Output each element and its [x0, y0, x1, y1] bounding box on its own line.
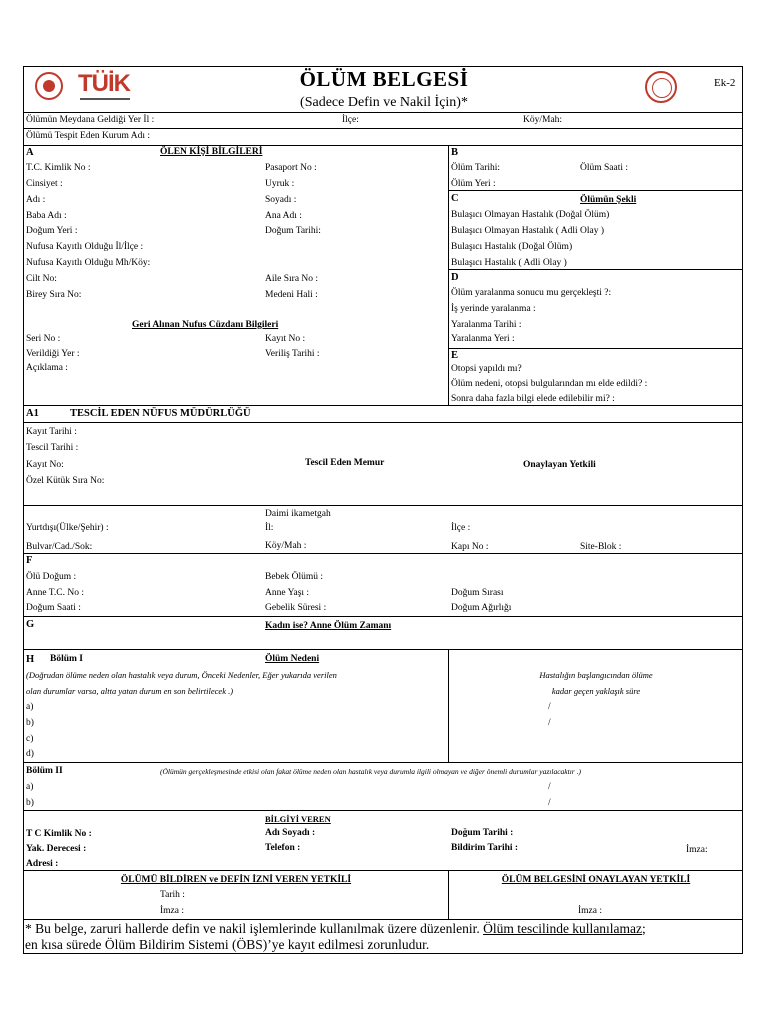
- rule: [23, 649, 743, 650]
- cause-b-label: b): [26, 718, 34, 728]
- birthplace-label: Doğum Yeri :: [26, 226, 78, 236]
- death-manner-heading: Ölümün Şekli: [580, 195, 637, 205]
- door-label: Kapı No :: [451, 542, 489, 552]
- footer-line-2: en kısa sürede Ölüm Bildirim Sistemi (ÖBS)’ye kayıt edilmesi zorunludur.: [25, 937, 430, 952]
- tuik-logo-text: TÜİK: [78, 70, 130, 97]
- manner-option-4: Bulaşıcı Hastalık ( Adli Olay ): [451, 258, 567, 268]
- name-label: Adı :: [26, 195, 46, 205]
- death-time-label: Ölüm Saati :: [580, 163, 629, 173]
- registered-village-label: Nufusa Kayıtlı Olduğu Mh/Köy:: [26, 258, 151, 268]
- tc-label: T.C. Kimlik No :: [26, 163, 91, 173]
- rule: [448, 269, 743, 270]
- residence-province-label: İl:: [265, 523, 274, 533]
- informant-notify-date-label: Bildirim Tarihi :: [451, 843, 519, 853]
- approver-signature-label: İmza :: [578, 906, 603, 916]
- part2-a-slash: /: [548, 782, 551, 792]
- rule: [23, 128, 743, 129]
- page-subtitle: (Sadece Defin ve Nakil İçin)*: [300, 95, 468, 110]
- passport-label: Pasaport No :: [265, 163, 317, 173]
- surname-label: Soyadı :: [265, 195, 297, 205]
- part2-b-label: b): [26, 798, 34, 808]
- section-c-letter: C: [451, 193, 459, 204]
- maternal-death-heading: Kadın ise? Anne Ölüm Zamanı: [265, 621, 392, 631]
- cause-c-label: c): [26, 734, 34, 744]
- interval-a-slash: /: [548, 702, 551, 712]
- approver-official-heading: ÖLÜM BELGESİNİ ONAYLAYAN YETKİLİ: [501, 875, 691, 885]
- injury-date-label: Yaralanma Tarihi :: [451, 320, 522, 330]
- rule: [448, 190, 743, 191]
- section-d-letter: D: [451, 272, 459, 283]
- form-code: Ek-2: [714, 77, 736, 89]
- nationality-label: Uyruk :: [265, 179, 295, 189]
- rule: [23, 810, 743, 811]
- column-divider: [448, 145, 449, 405]
- footer-text-1b: Ölüm tescilinde kullanılamaz: [483, 921, 643, 936]
- cause-instruction-2: olan durumlar varsa, altta yatan durum en son belirtilecek .): [26, 686, 234, 696]
- rule: [23, 405, 743, 406]
- death-date-label: Ölüm Tarihi:: [451, 163, 501, 173]
- cause-heading: Ölüm Nedeni: [265, 654, 320, 664]
- interval-b-slash: /: [548, 718, 551, 728]
- part-2-label: Bölüm II: [26, 766, 63, 776]
- special-seq-label: Özel Kütük Sıra No:: [26, 476, 105, 486]
- rule: [23, 112, 743, 113]
- death-place-label: Ölüm Yeri :: [451, 179, 496, 189]
- reg-date-label: Kayıt Tarihi :: [26, 427, 77, 437]
- registered-province-label: Nufusa Kayıtlı Olduğu İl/İlçe :: [26, 242, 144, 252]
- record-label: Kayıt No :: [265, 334, 306, 344]
- part2-b-slash: /: [548, 798, 551, 808]
- site-label: Site-Blok :: [580, 542, 622, 552]
- informant-tc-label: T C Kimlik No :: [26, 829, 92, 839]
- section-g-letter: G: [26, 619, 35, 630]
- birthdate-label: Doğum Tarihi:: [265, 226, 321, 236]
- rule: [448, 348, 743, 349]
- mother-age-label: Anne Yaşı :: [265, 588, 310, 598]
- cause-instruction-1: (Doğrudan ölüme neden olan hastalık veya durum, Önceki Nedenler, Eğer yukarıda verilen: [26, 670, 337, 680]
- part-1-label: Bölüm I: [50, 654, 83, 664]
- reg-no-label: Kayıt No:: [26, 460, 64, 470]
- section-f-letter: F: [26, 555, 33, 566]
- informant-address-label: Adresi :: [26, 859, 59, 869]
- marital-label: Medeni Hali :: [265, 290, 318, 300]
- infant-death-label: Bebek Ölümü :: [265, 572, 324, 582]
- note-label: Açıklama :: [26, 363, 68, 373]
- informant-name-label: Adı Soyadı :: [265, 828, 316, 838]
- birth-order-label: Doğum Sırası: [451, 588, 504, 598]
- footer-text-1a: * Bu belge, zaruri hallerde defin ve nakil işlemlerinde kullanılmak üzere düzenlenir.: [25, 921, 484, 936]
- stillbirth-label: Ölü Doğum :: [26, 572, 77, 582]
- page-title: ÖLÜM BELGESİ: [299, 67, 469, 91]
- informant-relation-label: Yak. Derecesi :: [26, 844, 87, 854]
- section-a-heading: ÖLEN KİŞİ BİLGİLERİ: [160, 147, 263, 157]
- notifier-official-heading: ÖLÜMÜ BİLDİREN ve DEFİN İZNİ VEREN YETKİLİ: [120, 875, 352, 885]
- cause-d-label: d): [26, 749, 34, 759]
- cause-a-label: a): [26, 702, 34, 712]
- injury-place-label: Yaralanma Yeri :: [451, 334, 515, 344]
- rule: [23, 616, 743, 617]
- birth-time-label: Doğum Saati :: [26, 603, 81, 613]
- manner-option-2: Bulaşıcı Olmayan Hastalık ( Adli Olay ): [451, 226, 605, 236]
- rule: [23, 870, 743, 871]
- manner-option-1: Bulaşıcı Olmayan Hastalık (Doğal Ölüm): [451, 210, 610, 220]
- id-card-heading: Geri Alınan Nufus Cüzdanı Bilgileri: [132, 320, 279, 330]
- serial-label: Seri No :: [26, 334, 61, 344]
- rule: [23, 422, 743, 423]
- street-label: Bulvar/Cad./Sok:: [26, 542, 93, 552]
- abroad-label: Yurtdışı(Ülke/Şehir) :: [26, 523, 109, 533]
- section-a1-letter: A1: [26, 408, 39, 419]
- rule: [23, 505, 743, 506]
- health-ministry-seal: [645, 71, 677, 103]
- notifier-signature-label: İmza :: [160, 906, 185, 916]
- autopsy-cause-question: Ölüm nedeni, otopsi bulgularından mı elde edildi? :: [451, 379, 648, 389]
- footer-line-1: [25, 921, 646, 937]
- issued-place-label: Verildiği Yer :: [26, 349, 80, 359]
- workplace-injury-label: İş yerinde yaralanma :: [451, 304, 536, 314]
- residence-village-label: Köy/Mah :: [265, 541, 307, 551]
- person-seq-label: Birey Sıra No:: [26, 290, 82, 300]
- rule: [23, 762, 743, 763]
- onset-interval-2: kadar geçen yaklaşık süre: [551, 686, 641, 696]
- mother-tc-label: Anne T.C. No :: [26, 588, 84, 598]
- manner-option-3: Bulaşıcı Hastalık (Doğal Ölüm): [451, 242, 573, 252]
- part2-a-label: a): [26, 782, 34, 792]
- residence-heading: Daimi ikametgah: [265, 509, 331, 519]
- onset-interval-1: Hastalığın başlangıcından ölüme: [539, 670, 653, 680]
- informant-signature-label: İmza:: [686, 845, 708, 855]
- residence-district-label: İlçe :: [451, 523, 471, 533]
- gender-label: Cinsiyet :: [26, 179, 63, 189]
- death-district-label: İlçe:: [342, 115, 359, 125]
- part-2-note: (Ölümün gerçekleşmesinde etkisi olan fakat ölüme neden olan hastalık veya durumla ilgili olmayan ve diğer önemli durumlar yazılacaktır .): [160, 767, 581, 776]
- autopsy-question: Otopsi yapıldı mı?: [451, 364, 522, 374]
- volume-label: Cilt No:: [26, 274, 57, 284]
- rule: [23, 553, 743, 554]
- section-h-letter: H: [26, 654, 35, 665]
- issued-date-label: Veriliş Tarihi :: [265, 349, 320, 359]
- informant-phone-label: Telefon :: [265, 843, 301, 853]
- section-e-letter: E: [451, 350, 459, 361]
- tescil-date-label: Tescil Tarihi :: [26, 443, 79, 453]
- section-a1-heading: TESCİL EDEN NÜFUS MÜDÜRLÜĞÜ: [70, 408, 251, 419]
- family-seq-label: Aile Sıra No :: [265, 274, 319, 284]
- notifier-date-label: Tarih :: [160, 890, 185, 900]
- approver-label: Onaylayan Yetkili: [523, 460, 596, 470]
- rule: [23, 145, 743, 146]
- informant-birthdate-label: Doğum Tarihi :: [451, 828, 514, 838]
- section-b-letter: B: [451, 147, 459, 158]
- death-province-label: Ölümün Meydana Geldiği Yer İl :: [26, 115, 155, 125]
- birth-weight-label: Doğum Ağırlığı: [451, 603, 512, 613]
- mother-label: Ana Adı :: [265, 211, 302, 221]
- more-info-question: Sonra daha fazla bilgi elede edilebilir mi? :: [451, 394, 615, 404]
- rule: [23, 919, 743, 920]
- injury-question: Ölüm yaralanma sonucu mu gerçekleşti ?:: [451, 288, 612, 298]
- column-divider: [448, 649, 449, 762]
- death-village-label: Köy/Mah:: [523, 115, 563, 125]
- section-a-letter: A: [26, 147, 34, 158]
- gestation-label: Gebelik Süresi :: [265, 603, 327, 613]
- institution-label: Ölümü Tespit Eden Kurum Adı :: [26, 131, 150, 141]
- father-label: Baba Adı :: [26, 211, 67, 221]
- officer-label: Tescil Eden Memur: [305, 458, 385, 468]
- informant-heading: BİLGİYİ VEREN: [265, 814, 331, 824]
- footer-text-1c: ;: [642, 921, 646, 936]
